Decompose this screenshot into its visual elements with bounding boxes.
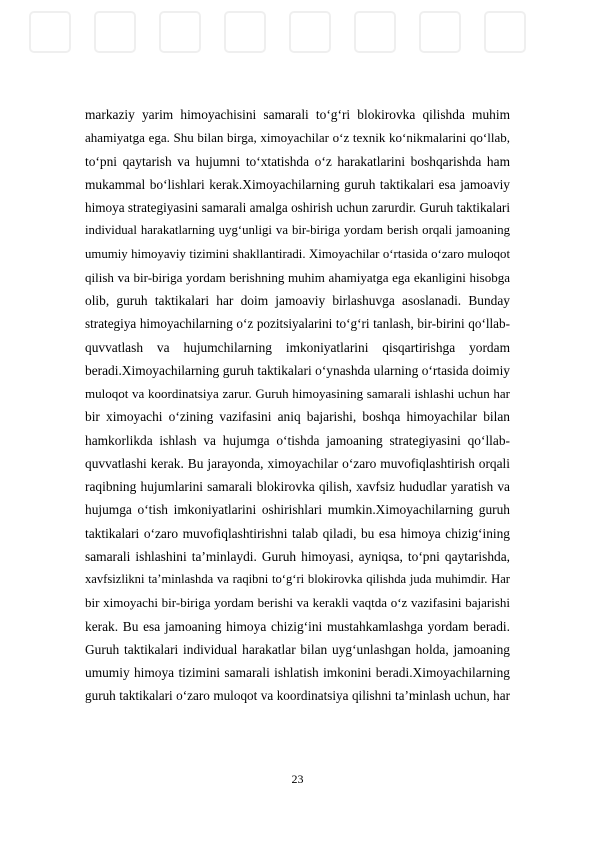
- text-line: markaziy yarim himoyachisini samarali to‘g‘ri blokirovka qilishda muhim: [85, 107, 510, 122]
- text-line: ahamiyatga ega. Shu bilan birga, ximoyachilar o‘z texnik ko‘nikmalarini qo‘llab,: [85, 130, 510, 146]
- text-line: individual harakatlarning uyg‘unligi va bir-biriga yordam berish orqali jamoaning: [85, 223, 510, 238]
- text-line: guruh taktikalari o‘zaro muloqot va koordinatsiya qilishni ta’minlash uchun, har: [85, 688, 510, 704]
- text-line: muloqot va koordinatsiya zarur. Guruh himoyasining samarali ishlashi uchun har: [85, 386, 510, 401]
- text-line: hujumga o‘tish imkoniyatlarini oshirishlari mumkin.Ximoyachilarning guruh: [85, 502, 510, 518]
- text-line: quvvatlashi kerak. Bu jarayonda, ximoyachilar o‘zaro muvofiqlashtirish orqali: [85, 455, 510, 471]
- text-line: xavfsizlikni ta’minlashda va raqibni to‘g‘ri blokirovka qilishda juda muhimdir. Har: [85, 572, 510, 586]
- text-line: quvvatlash va hujumchilarning imkoniyatlarini qisqartirishga yordam: [85, 339, 510, 355]
- text-line: umumiy himoyaviy tizimini shakllantiradi. Ximoyachilar o‘rtasida o‘zaro muloqot: [85, 246, 510, 261]
- text-line: kerak. Bu esa jamoaning himoya chizig‘ini mustahkamlashga yordam beradi.: [85, 618, 510, 634]
- page-number: 23: [291, 772, 304, 786]
- text-line: umumiy himoya tizimini samarali ishlatish imkonini beradi.Ximoyachilarning: [85, 665, 510, 680]
- text-line: Guruh taktikalari individual harakatlar bilan uyg‘unlashgan holda, jamoaning: [85, 641, 510, 657]
- text-line: beradi.Ximoyachilarning guruh taktikalari o‘ynashda ularning o‘rtasida doimiy: [85, 362, 510, 378]
- text-line: mukammal bo‘lishlari kerak.Ximoyachilarning guruh taktikalari esa jamoaviy: [85, 176, 510, 192]
- text-line: olib, guruh taktikalari har doim jamoaviy birlashuvga asoslanadi. Bunday: [85, 293, 510, 308]
- text-line: bir ximoyachi o‘zining vazifasini aniq bajarishi, boshqa himoyachilar bilan: [85, 409, 510, 425]
- text-line: qilish va bir-biriga yordam berishning muhim ahamiyatga ega ekanligini hisobga: [85, 269, 510, 285]
- text-line: strategiya himoyachilarning o‘z pozitsiyalarini to‘g‘ri tanlash, bir-birini qo‘llab-: [85, 316, 510, 332]
- text-line: raqibning hujumlarini samarali blokirovka qilish, xavfsiz hududlar yaratish va: [85, 479, 510, 494]
- text-line: taktikalari o‘zaro muvofiqlashtirishni talab qiladi, bu esa himoya chizig‘ining: [85, 525, 510, 541]
- text-line: samarali ishlashini ta’minlaydi. Guruh himoyasi, ayniqsa, to‘pni qaytarishda,: [85, 548, 510, 564]
- text-line: bir ximoyachi bir-biriga yordam berishi va kerakli vaqtda o‘z vazifasini bajarishi: [85, 595, 510, 611]
- text-line: to‘pni qaytarish va hujumni to‘xtatishda o‘z harakatlarini boshqarishda ham: [85, 153, 510, 169]
- text-line: hamkorlikda ishlash va hujumga o‘tishda jamoaning strategiyasini qo‘llab-: [85, 432, 510, 448]
- body-text: [85, 103, 510, 708]
- watermark-graphic: [0, 0, 595, 70]
- text-line: himoya strategiyasini samarali amalga oshirish uchun zarurdir. Guruh taktikalari: [85, 200, 510, 215]
